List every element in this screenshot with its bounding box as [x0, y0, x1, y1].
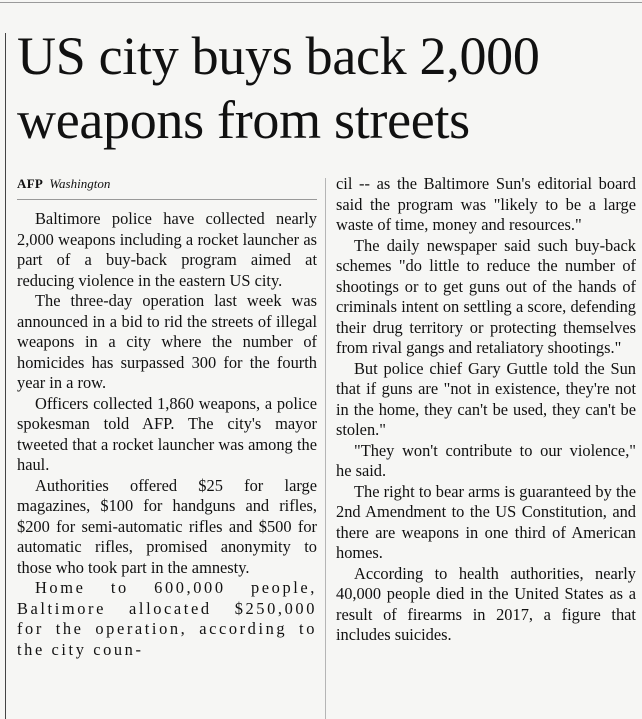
paragraph: But police chief Gary Guttle told the Sun that if guns are "not in existence, they're not in the home, they can't be used, they can't be stolen." — [336, 358, 636, 439]
byline-agency: AFP — [17, 176, 44, 191]
paragraph-continued: cil -- as the Baltimore Sun's editorial board said the program was "likely to be a large waste of time, money and resources." — [336, 174, 636, 234]
paragraph: Authorities offered $25 for large magazines, $100 for handguns and rifles, $200 for semi-automatic rifles and $500 for automatic rifles, promised anonymity to those who took part in the amnesty. — [17, 475, 317, 577]
left-border-rule — [5, 33, 6, 719]
paragraph: The right to bear arms is guaranteed by the 2nd Amendment to the US Constitution, and there are weapons in one third of American homes. — [336, 481, 636, 562]
paragraph: Home to 600,000 people, Baltimore allocated $250,000 for the operation, according to the city coun- — [17, 578, 317, 659]
top-rule — [0, 2, 642, 3]
byline-rule — [17, 199, 317, 200]
article-column-right — [336, 174, 636, 646]
paragraph: The three-day operation last week was announced in a bid to rid the streets of illegal weapons in a city where the number of homicides has surpassed 300 for the fourth year in a row. — [17, 291, 317, 392]
byline-place: Washington — [49, 176, 111, 191]
byline — [17, 176, 110, 192]
paragraph: "They won't contribute to our violence," he said. — [336, 440, 636, 480]
paragraph: The daily newspaper said such buy-back schemes "do little to reduce the number of shootings or to get guns out of the hands of criminals intent on settling a score, defending their drug territory or protecting themselves from rival gangs and retaliatory shootings." — [336, 235, 636, 357]
paragraph: Officers collected 1,860 weapons, a police spokesman told AFP. The city's mayor tweeted that a rocket launcher was among the haul. — [17, 393, 317, 474]
article-column-left — [17, 209, 317, 660]
paragraph: Baltimore police have collected nearly 2,000 weapons including a rocket launcher as part of a buy-back program aimed at reducing violence in the eastern US city. — [17, 209, 317, 290]
headline: US city buys back 2,000 weapons from streets — [17, 26, 540, 150]
paragraph: According to health authorities, nearly 40,000 people died in the United States as a result of firearms in 2017, a figure that includes suicides. — [336, 563, 636, 644]
column-divider — [325, 178, 326, 719]
